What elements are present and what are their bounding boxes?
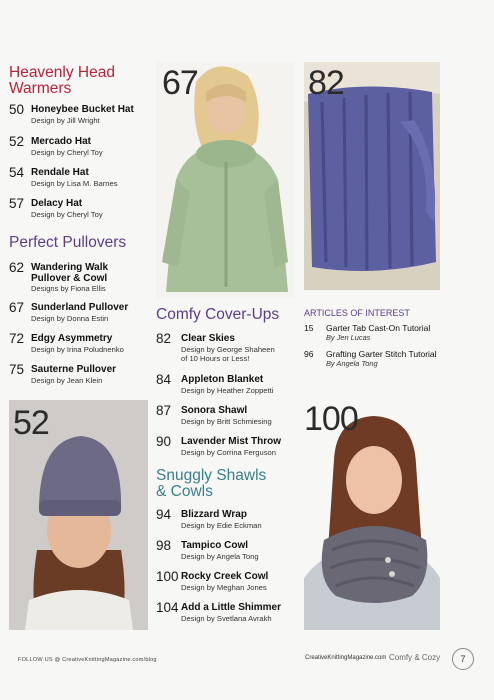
designer-credit: Design by Svetlana Avrakh [181, 614, 272, 623]
article-author: By Angela Tong [326, 359, 378, 368]
page-number: 87 [156, 403, 172, 418]
pattern-title: Tampico Cowl [181, 540, 249, 551]
pattern-title: Mercado Hat [31, 136, 92, 147]
designer-credit: Design by Jill Wright [31, 116, 100, 125]
page-number: 75 [9, 362, 25, 377]
pattern-title: Lavender Mist Throw [181, 436, 282, 447]
section-heading-pullovers: Perfect Pullovers [9, 234, 127, 251]
pattern-title: Wandering Walk Pullover & Cowl [31, 262, 109, 284]
designer-credit: Design by Cheryl Toy [31, 148, 103, 157]
pattern-title: Edgy Asymmetry [31, 333, 113, 344]
footer-follow-link[interactable]: FOLLOW US @ CreativeKnittingMagazine.com/blog [18, 657, 157, 663]
page-number: 84 [156, 372, 172, 387]
page-number: 82 [156, 331, 172, 346]
page-number: 72 [9, 331, 25, 346]
page-number: 67 [9, 300, 25, 315]
designer-credit: Design by Meghan Jones [181, 583, 267, 592]
page-number: 90 [156, 434, 172, 449]
pattern-title: Appleton Blanket [181, 374, 264, 385]
designer-credit: Design by George Shaheen of 10 Hours or Less! [181, 345, 275, 363]
page-number-circle: 7 [452, 648, 474, 670]
section-heading-hats: Heavenly Head Warmers [9, 64, 115, 98]
page-number-badge: 82 [308, 64, 344, 102]
article-title: Grafting Garter Stitch Tutorial [326, 349, 437, 359]
page-number-badge: 67 [162, 64, 198, 102]
page-number: 62 [9, 260, 25, 275]
photo-rocky-creek-cowl[interactable] [304, 400, 440, 630]
section-heading-coverups: Comfy Cover-Ups [156, 306, 280, 323]
page-number: 52 [9, 134, 25, 149]
designer-credit: Design by Britt Schmiesing [181, 417, 272, 426]
page-number: 15 [304, 323, 314, 333]
pattern-title: Delacy Hat [31, 198, 83, 209]
articles-heading: ARTICLES OF INTEREST [304, 308, 410, 318]
pattern-title: Add a Little Shimmer [181, 602, 282, 613]
section-heading-shawls: Snuggly Shawls & Cowls [156, 467, 267, 501]
pattern-title: Sunderland Pullover [31, 302, 129, 313]
pattern-title: Blizzard Wrap [181, 509, 247, 520]
page-number: 96 [304, 349, 314, 359]
page-number: 98 [156, 538, 172, 553]
designer-credit: Design by Lisa M. Barnes [31, 179, 118, 188]
footer-magazine-title: Comfy & Cozy [389, 653, 441, 662]
page-number-badge: 52 [13, 404, 49, 442]
designer-credit: Design by Cheryl Toy [31, 210, 103, 219]
page-number: 54 [9, 165, 25, 180]
pattern-title: Honeybee Bucket Hat [31, 104, 134, 115]
designer-credit: Design by Edie Eckman [181, 521, 262, 530]
page-number: 100 [156, 569, 179, 584]
page-number-badge: 100 [304, 400, 358, 438]
page-number: 104 [156, 600, 179, 615]
article-title: Garter Tab Cast-On Tutorial [326, 323, 431, 333]
page-number: 50 [9, 102, 25, 117]
photo-clear-skies-blanket[interactable] [304, 62, 440, 290]
page-number: 57 [9, 196, 25, 211]
designer-credit: Design by Corrina Ferguson [181, 448, 276, 457]
footer-site-link[interactable]: CreativeKnittingMagazine.com [305, 655, 387, 661]
designer-credit: Design by Donna Estin [31, 314, 109, 323]
page-number: 94 [156, 507, 172, 522]
photo-sunderland-pullover[interactable] [156, 62, 294, 298]
designer-credit: Design by Angela Tong [181, 552, 259, 561]
designer-credit: Design by Irina Poludnenko [31, 345, 124, 354]
article-author: By Jen Lucas [326, 333, 371, 342]
designer-credit: Designs by Fiona Ellis [31, 284, 106, 293]
pattern-title: Sauterne Pullover [31, 364, 117, 375]
pattern-title: Rocky Creek Cowl [181, 571, 269, 582]
pattern-title: Sonora Shawl [181, 405, 248, 416]
pattern-title: Clear Skies [181, 333, 235, 344]
photo-mercado-hat[interactable] [9, 400, 148, 630]
designer-credit: Design by Heather Zoppetti [181, 386, 274, 395]
designer-credit: Design by Jean Klein [31, 376, 103, 385]
pattern-title: Rendale Hat [31, 167, 89, 178]
